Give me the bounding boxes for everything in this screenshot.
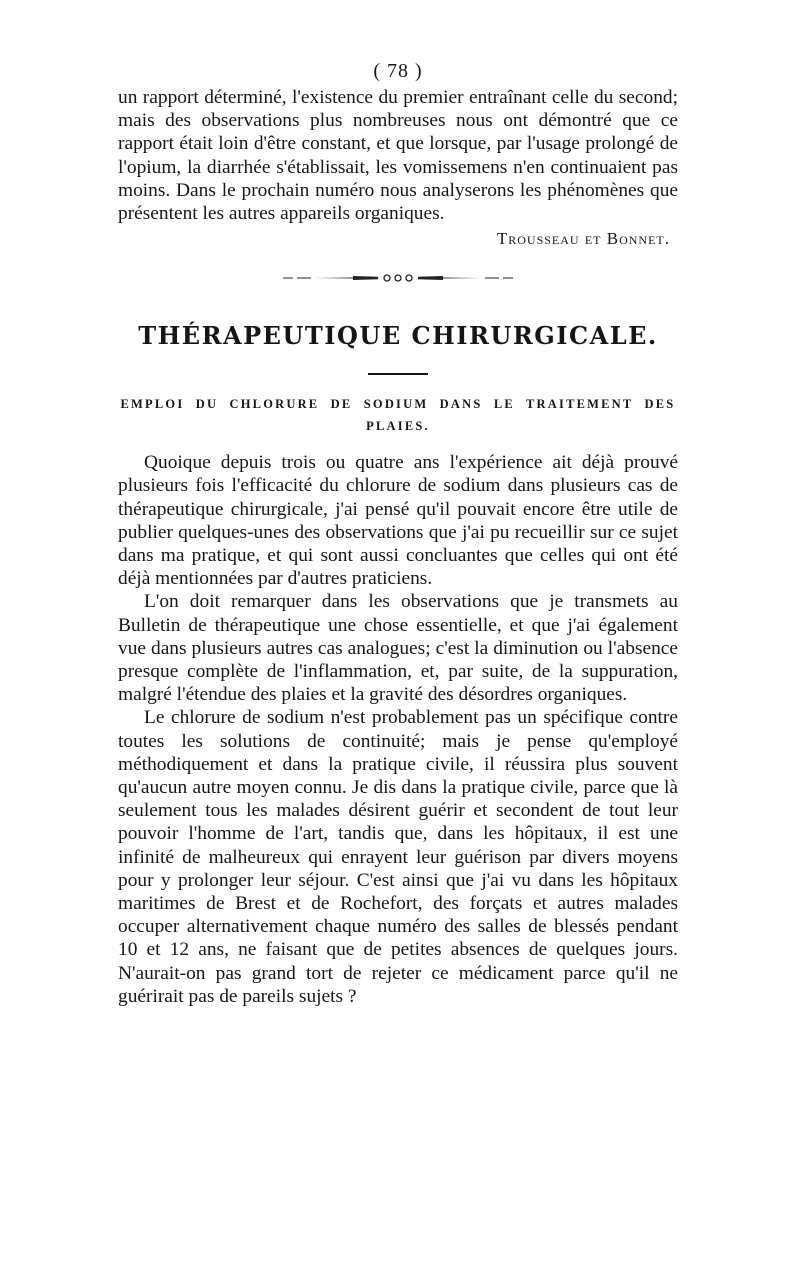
body-paragraph-1: Quoique depuis trois ou quatre ans l'expérience ait déjà prouvé plusieurs fois l'efficacité du chlorure de sodium dans plusieurs cas de thérapeutique chirurgicale, j'ai pensé qu'il pouvait encore être utile de publier quelques-unes des observations que j'ai pu recueillir sur ce sujet dans ma pratique, et qui sont aussi concluantes que celles qui ont été déjà mentionnées par d'autres praticiens. [118, 452, 678, 590]
intro-paragraph: un rapport déterminé, l'existence du premier entraînant celle du second; mais des observations plus nombreuses nous ont démontré que ce rapport était loin d'être constant, et que lorsque, par l'usage prolongé de l'opium, la diarrhée s'établissait, les vomissemens n'en continuaient pas moins. Dans le prochain numéro nous analyserons les phénomènes que présentent les autres appareils organiques. [118, 87, 678, 225]
body-paragraph-3: Le chlorure de sodium n'est probablement pas un spécifique contre toutes les solutions de continuité; mais je pense qu'employé méthodiquement et dans la pratique civile, il réussira plus souvent qu'aucun autre moyen connu. Je dis dans la pratique civile, parce que là seulement tous les malades désirent guérir et secondent de tout leur pouvoir l'homme de l'art, tandis que, dans les hôpitaux, il est une infinité de malheureux qui enrayent leur guérison par divers moyens pour y prolonger leur séjour. C'est ainsi que j'ai vu dans les hôpitaux maritimes de Brest et de Rochefort, des forçats et autres malades occuper alternativement chaque numéro des salles de blessés pendant 10 et 12 ans, ne faisant que de petites absences de quelques jours. N'aurait-on pas grand tort de rejeter ce médicament parce qu'il ne guérirait pas de pareils sujets ? [118, 707, 678, 1007]
title-rule [368, 373, 428, 375]
article-title: EMPLOI DU CHLORURE DE SODIUM DANS LE TRAITEMENT DES PLAIES. [120, 397, 676, 434]
page-number: ( 78 ) [373, 60, 423, 82]
ornamental-divider [118, 270, 678, 286]
book-page [118, 58, 678, 1008]
section-title: THÉRAPEUTIQUE CHIRURGICALE. [138, 321, 658, 351]
author-signature: Trousseau et Bonnet. [496, 229, 670, 249]
ornament-icon [283, 271, 513, 285]
body-paragraph-2: L'on doit remarquer dans les observations que je transmets au Bulletin de thérapeutique une chose essentielle, et que j'ai également vue dans plusieurs autres cas analogues; c'est la diminution ou l'absence presque complète de l'inflammation, et, par suite, de la suppuration, malgré l'étendue des plaies et la gravité des désordres organiques. [118, 591, 678, 706]
